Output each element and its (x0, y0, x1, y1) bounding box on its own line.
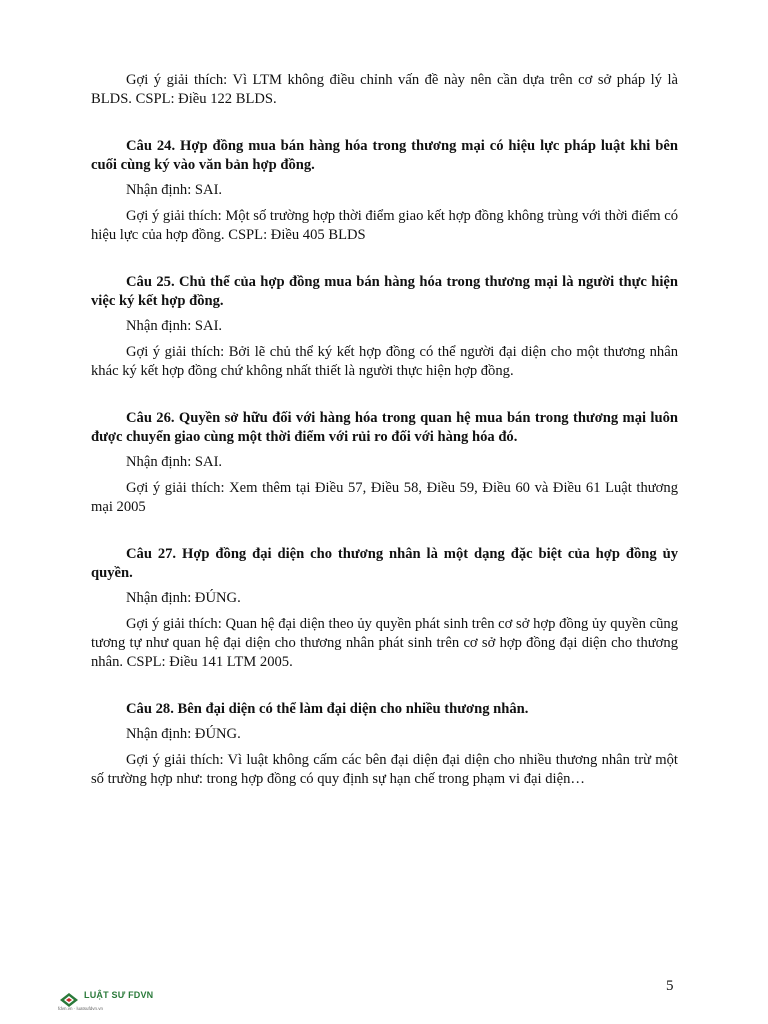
question-24: Câu 24. Hợp đồng mua bán hàng hóa trong thương mại có hiệu lực pháp luật khi bên cuối cùng ký vào văn bản hợp đồng. (91, 138, 678, 173)
question-26: Câu 26. Quyền sở hữu đối với hàng hóa trong quan hệ mua bán trong thương mại luôn được chuyển giao cùng một thời điểm với rủi ro đối với hàng hóa đó. (91, 410, 678, 445)
explanation-28: Gợi ý giải thích: Vì luật không cấm các bên đại diện đại diện cho nhiều thương nhân trừ một số trường hợp như: trong hợp đồng có quy định sự hạn chế trong phạm vi đại diện… (91, 752, 678, 787)
logo-subtext: fdvn.vn · luatsufdvn.vn (58, 1006, 104, 1011)
answer-28: Nhận định: ĐÚNG. (126, 726, 241, 742)
explanation-25: Gợi ý giải thích: Bởi lẽ chủ thể ký kết hợp đồng có thể người đại diện cho một thương nhân khác ký kết hợp đồng chứ không nhất thiết là người thực hiện hợp đồng. (91, 344, 678, 379)
intro-block (91, 71, 678, 109)
question-block-24 (91, 137, 678, 245)
explanation-26: Gợi ý giải thích: Xem thêm tại Điều 57, Điều 58, Điều 59, Điều 60 và Điều 61 Luật thương mại 2005 (91, 480, 678, 515)
logo-text: LUẬT SƯ FDVN (84, 990, 154, 1000)
page-number: 5 (666, 978, 674, 994)
page-content (91, 71, 678, 789)
question-25: Câu 25. Chủ thể của hợp đồng mua bán hàng hóa trong thương mại là người thực hiện việc ký kết hợp đồng. (91, 274, 678, 309)
intro-explanation: Gợi ý giải thích: Vì LTM không điều chỉnh vấn đề này nên cần dựa trên cơ sở pháp lý là BLDS. CSPL: Điều 122 BLDS. (91, 72, 678, 107)
explanation-27: Gợi ý giải thích: Quan hệ đại diện theo ủy quyền phát sinh trên cơ sở hợp đồng ủy quyền cũng tương tự như quan hệ đại diện cho thương nhân phát sinh trên cơ sở hợp đồng đại diện cho thương nhân. CSPL: Điều 141 LTM 2005. (91, 616, 678, 670)
answer-24: Nhận định: SAI. (126, 182, 223, 198)
question-block-25 (91, 273, 678, 381)
question-block-26 (91, 409, 678, 517)
explanation-24: Gợi ý giải thích: Một số trường hợp thời điểm giao kết hợp đồng không trùng với thời điểm có hiệu lực của hợp đồng. CSPL: Điều 405 BLDS (91, 208, 678, 243)
answer-27: Nhận định: ĐÚNG. (126, 590, 241, 606)
question-block-27 (91, 545, 678, 672)
answer-25: Nhận định: SAI. (126, 318, 223, 334)
footer-logo (58, 989, 168, 1015)
answer-26: Nhận định: SAI. (126, 454, 223, 470)
question-block-28 (91, 700, 678, 789)
question-27: Câu 27. Hợp đồng đại diện cho thương nhân là một dạng đặc biệt của hợp đồng ủy quyền. (91, 546, 678, 581)
question-28: Câu 28. Bên đại diện có thể làm đại diện cho nhiều thương nhân. (126, 701, 529, 717)
